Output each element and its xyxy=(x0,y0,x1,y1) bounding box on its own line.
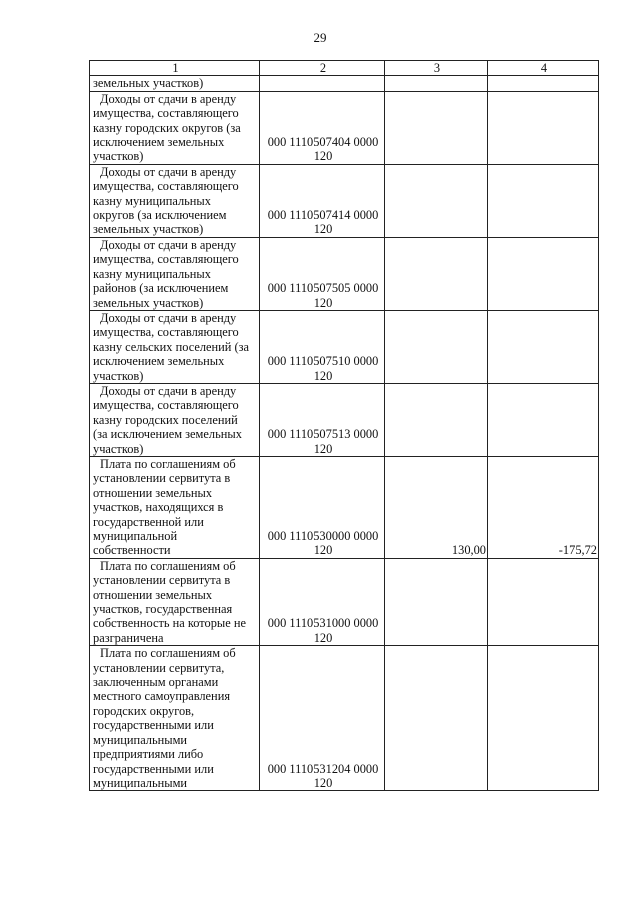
row-value-col4 xyxy=(488,310,599,383)
page-number: 29 xyxy=(313,30,327,45)
revenue-table xyxy=(89,60,599,791)
row-description xyxy=(90,310,260,383)
description-line: имущества, составляющего xyxy=(93,106,239,121)
budget-code-line: 000 1110507510 0000 xyxy=(267,354,379,369)
row-budget-code xyxy=(260,646,385,791)
description-line: казну муниципальных xyxy=(93,193,211,208)
description-line: исключением земельных xyxy=(93,135,225,150)
column-header-3: 3 xyxy=(385,61,488,76)
description-line: участков) xyxy=(93,441,144,456)
description-line: имущества, составляющего xyxy=(93,325,239,340)
description-line: казну муниципальных xyxy=(93,266,211,281)
row-value-col4 xyxy=(488,164,599,237)
row-value-col3 xyxy=(385,164,488,237)
budget-code-line: 000 1110507505 0000 xyxy=(267,281,379,296)
table-row xyxy=(90,383,599,456)
row-value-col4 xyxy=(488,237,599,310)
row-value-col4 xyxy=(488,76,599,91)
row-value-col4: -175,72 xyxy=(488,456,599,558)
row-budget-code xyxy=(260,310,385,383)
table-row xyxy=(90,558,599,645)
description-line: земельных участков) xyxy=(93,295,204,310)
row-value-col3 xyxy=(385,91,488,164)
description-line: участков, государственная xyxy=(93,602,233,617)
row-value-col4 xyxy=(488,646,599,791)
table-row xyxy=(90,456,599,558)
row-description xyxy=(90,646,260,791)
budget-code-line: 120 xyxy=(313,368,333,383)
row-budget-code xyxy=(260,558,385,645)
row-description xyxy=(90,91,260,164)
description-line: государственной или xyxy=(93,514,204,529)
table-row xyxy=(90,310,599,383)
row-description xyxy=(90,237,260,310)
row-description xyxy=(90,164,260,237)
description-line: участков) xyxy=(93,149,144,164)
description-line: местного самоуправления xyxy=(93,689,231,704)
description-line: муниципальной xyxy=(93,529,178,543)
budget-code-line: 120 xyxy=(313,775,333,790)
row-description xyxy=(90,558,260,645)
budget-code-line: 000 1110531000 0000 xyxy=(267,616,379,631)
budget-code-line: 120 xyxy=(313,441,333,456)
row-budget-code xyxy=(260,456,385,558)
description-line: участков, находящихся в xyxy=(93,500,224,515)
row-description xyxy=(90,76,260,91)
description-line: муниципальными xyxy=(93,775,188,790)
description-line: муниципальными xyxy=(93,732,188,747)
description-line: установлении сервитута в xyxy=(93,471,231,486)
description-line: исключением земельных xyxy=(93,354,225,369)
description-line: Доходы от сдачи в аренду xyxy=(100,91,237,106)
table-row xyxy=(90,91,599,164)
table-header-row xyxy=(90,61,599,76)
row-value-col3 xyxy=(385,558,488,645)
table-row xyxy=(90,237,599,310)
budget-code-line: 000 1110507404 0000 xyxy=(267,135,379,150)
column-header-2: 2 xyxy=(260,61,385,76)
row-description xyxy=(90,456,260,558)
row-description xyxy=(90,383,260,456)
description-line: казну городских округов (за xyxy=(93,120,241,135)
description-line: казну городских поселений xyxy=(93,412,238,427)
description-line: собственности xyxy=(93,543,171,558)
description-line: округов (за исключением xyxy=(93,208,227,223)
description-line: городских округов, xyxy=(93,703,195,718)
description-line: (за исключением земельных xyxy=(93,427,242,442)
description-line: заключенным органами xyxy=(93,675,219,690)
description-line: Доходы от сдачи в аренду xyxy=(100,383,237,398)
budget-code-line: 120 xyxy=(313,295,333,310)
description-line: государственными или xyxy=(93,718,214,733)
description-line: земельных участков) xyxy=(93,76,204,91)
description-line: казну сельских поселений (за xyxy=(93,339,250,354)
description-line: участков) xyxy=(93,368,144,383)
description-line: Доходы от сдачи в аренду xyxy=(100,310,237,325)
row-budget-code xyxy=(260,237,385,310)
row-value-col3 xyxy=(385,310,488,383)
row-value-col4 xyxy=(488,91,599,164)
description-line: земельных участков) xyxy=(93,222,204,237)
description-line: Плата по соглашениям об xyxy=(100,456,236,471)
budget-code-line: 120 xyxy=(313,543,333,558)
description-line: Доходы от сдачи в аренду xyxy=(100,237,237,252)
row-value-col3: 130,00 xyxy=(385,456,488,558)
row-budget-code xyxy=(260,383,385,456)
row-value-col3 xyxy=(385,383,488,456)
description-line: отношении земельных xyxy=(93,485,213,500)
column-header-1: 1 xyxy=(90,61,260,76)
description-line: установлении сервитута в xyxy=(93,573,231,588)
description-line: установлении сервитута, xyxy=(93,660,225,675)
row-value-col3 xyxy=(385,646,488,791)
budget-code-line: 120 xyxy=(313,222,333,237)
budget-code-line: 000 1110507513 0000 xyxy=(267,427,379,442)
table-row xyxy=(90,164,599,237)
description-line: Плата по соглашениям об xyxy=(100,558,236,573)
row-value-col3 xyxy=(385,76,488,91)
budget-code-line: 120 xyxy=(313,630,333,645)
row-value-col4 xyxy=(488,558,599,645)
row-value-col3 xyxy=(385,237,488,310)
description-line: имущества, составляющего xyxy=(93,252,239,267)
table-row xyxy=(90,646,599,791)
row-value-col4 xyxy=(488,383,599,456)
row-budget-code xyxy=(260,91,385,164)
table-row xyxy=(90,76,599,91)
budget-code-line: 000 1110531204 0000 xyxy=(267,761,379,776)
description-line: районов (за исключением xyxy=(93,281,229,296)
description-line: отношении земельных xyxy=(93,587,213,602)
description-line: Доходы от сдачи в аренду xyxy=(100,164,237,179)
description-line: предприятиями либо xyxy=(93,747,204,762)
description-line: Плата по соглашениям об xyxy=(100,646,236,661)
description-line: государственными или xyxy=(93,761,214,776)
description-line: собственность на которые не xyxy=(93,616,246,631)
description-line: имущества, составляющего xyxy=(93,398,239,413)
description-line: разграничена xyxy=(93,630,164,645)
budget-code-line: 120 xyxy=(313,149,333,164)
budget-code-line: 000 1110507414 0000 xyxy=(267,208,379,223)
column-header-4: 4 xyxy=(488,61,599,76)
budget-code-line: 000 1110530000 0000 xyxy=(267,529,379,543)
description-line: имущества, составляющего xyxy=(93,179,239,194)
row-budget-code xyxy=(260,76,385,91)
row-budget-code xyxy=(260,164,385,237)
